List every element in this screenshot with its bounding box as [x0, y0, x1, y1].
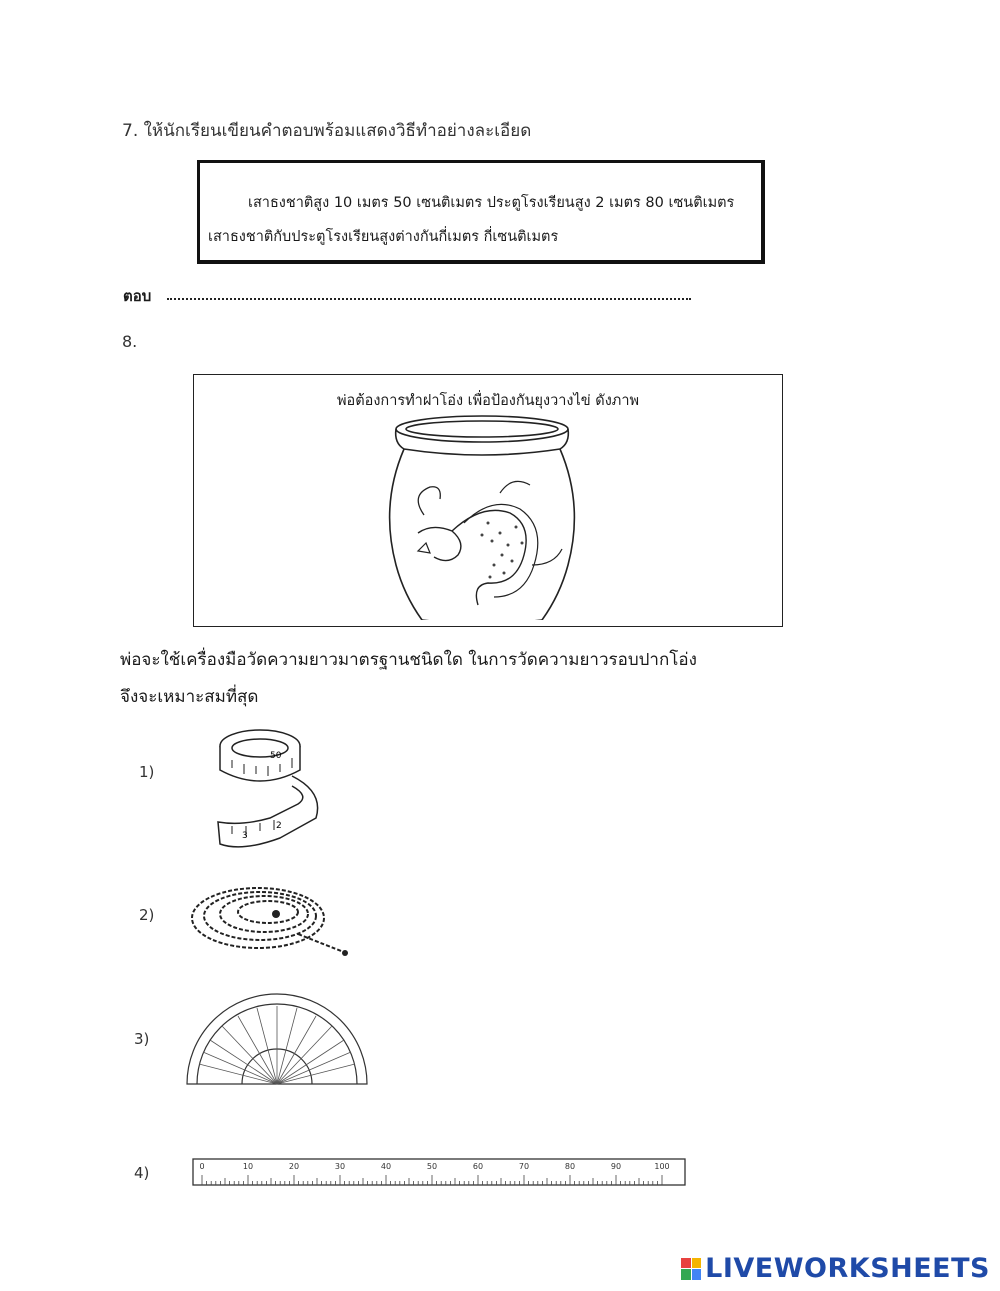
- ruler-label: 60: [472, 1162, 484, 1171]
- protractor-icon[interactable]: [184, 988, 370, 1086]
- answer-label: ตอบ: [123, 287, 152, 305]
- measuring-tape-icon[interactable]: [212, 726, 330, 854]
- ruler-label: 0: [199, 1162, 205, 1171]
- question-8-line-1: พ่อจะใช้เครื่องมือวัดความยาวมาตรฐานชนิดใด ในการวัดความยาวรอบปากโอ่ง: [120, 650, 697, 670]
- ruler-label: 80: [564, 1162, 576, 1171]
- liveworksheets-logo: [681, 1253, 990, 1284]
- question-8-number: 8.: [122, 332, 138, 351]
- dragon-jar-icon: [382, 415, 582, 620]
- question-7-problem-box: [197, 160, 765, 264]
- question-8-line-2: จึงจะเหมาะสมที่สุด: [120, 687, 259, 707]
- problem-line-2: เสาธงชาติกับประตูโรงเรียนสูงต่างกันกี่เมตร กี่เซนติเมตร: [208, 229, 559, 245]
- ruler-label: 100: [654, 1162, 670, 1171]
- jar-picture-box: [193, 374, 783, 627]
- problem-line-1: เสาธงชาติสูง 10 เมตร 50 เซนติเมตร ประตูโรงเรียนสูง 2 เมตร 80 เซนติเมตร: [248, 195, 735, 211]
- answer-line[interactable]: [167, 286, 691, 300]
- option-1-label[interactable]: 1): [139, 763, 155, 781]
- ruler-label: 30: [334, 1162, 346, 1171]
- rope-icon[interactable]: [188, 880, 352, 966]
- ruler-icon[interactable]: [192, 1158, 688, 1188]
- ruler-label: 70: [518, 1162, 530, 1171]
- option-4-label[interactable]: 4): [134, 1164, 150, 1182]
- tape-number-3: 3: [242, 831, 248, 841]
- ruler-label: 10: [242, 1162, 254, 1171]
- brand-name: LIVEWORKSHEETS: [705, 1253, 990, 1284]
- ruler-label: 40: [380, 1162, 392, 1171]
- tape-number-50: 50: [270, 751, 282, 761]
- ruler-label: 90: [610, 1162, 622, 1171]
- ruler-label: 50: [426, 1162, 438, 1171]
- brand-logo-icon: [681, 1258, 701, 1280]
- option-3-label[interactable]: 3): [134, 1030, 150, 1048]
- question-7-title: 7. ให้นักเรียนเขียนคำตอบพร้อมแสดงวิธีทำอย่างละเอียด: [122, 121, 532, 141]
- jar-caption: พ่อต้องการทำฝาโอ่ง เพื่อป้องกันยุงวางไข่ ดังภาพ: [336, 393, 640, 409]
- tape-number-2: 2: [276, 821, 282, 831]
- ruler-label: 20: [288, 1162, 300, 1171]
- option-2-label[interactable]: 2): [139, 906, 155, 924]
